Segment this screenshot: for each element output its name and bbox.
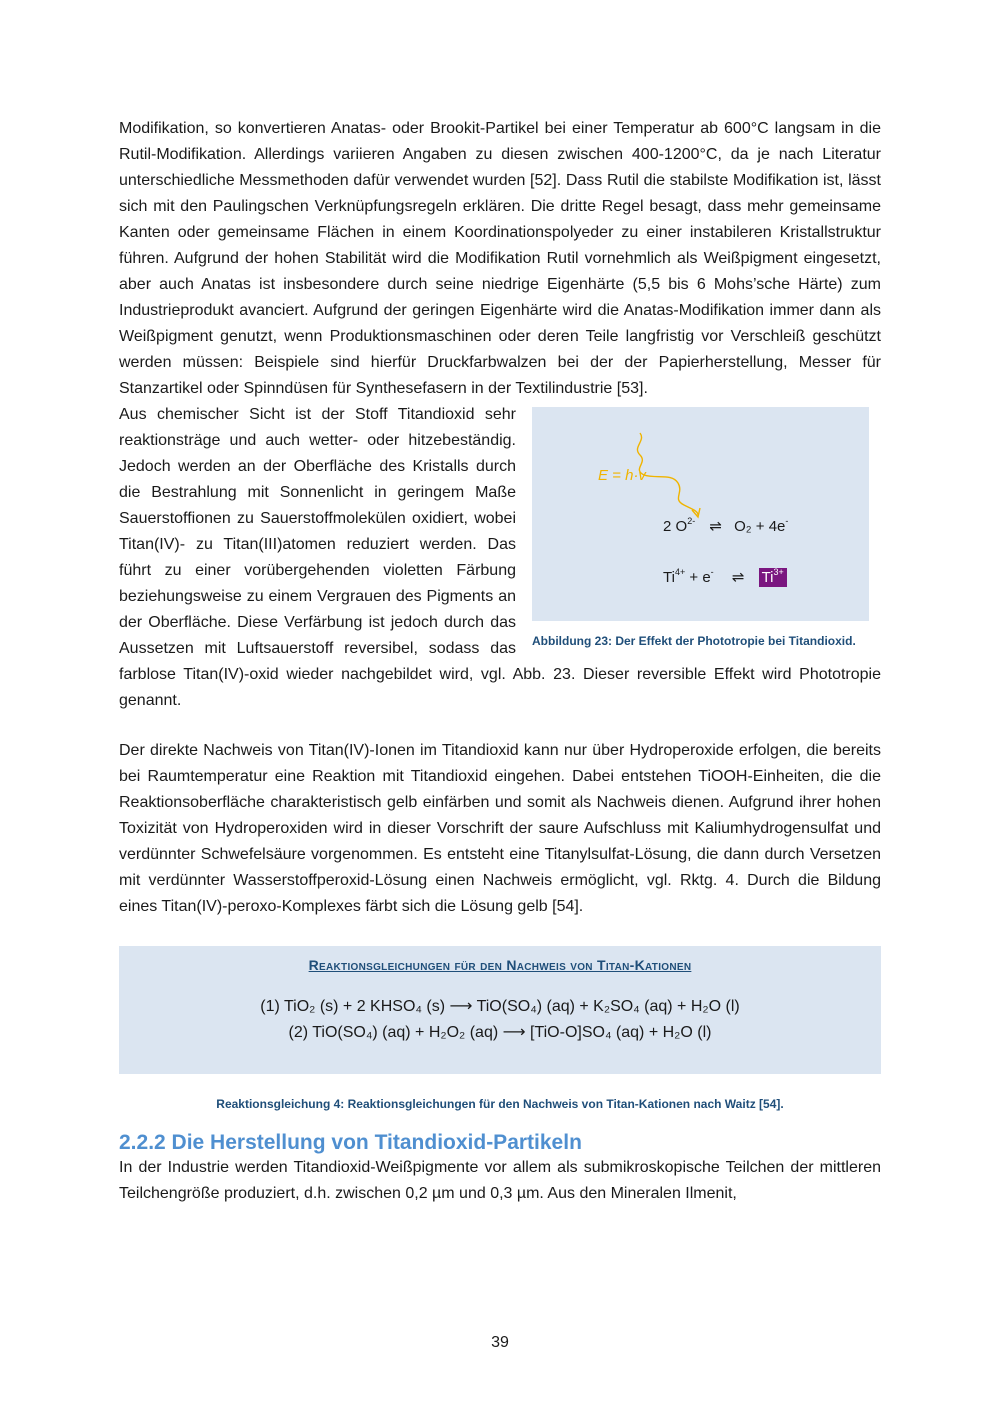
eq2-right: Ti xyxy=(761,569,774,586)
energy-label: E = h·v xyxy=(598,467,646,484)
eq1-left-charge: 2- xyxy=(687,516,696,526)
paragraph-industry: In der Industrie werden Titandioxid-Weißpigmente vor allem als submikroskopische Teilchen der mittleren Teilchengröße produziert, d.h. zwischen 0,2 µm und 0,3 µm. Aus den Mineralen Ilmenit, xyxy=(119,1159,881,1202)
page-number: 39 xyxy=(491,1334,509,1351)
spacer xyxy=(119,920,881,946)
equation-titanium xyxy=(663,568,787,586)
section-heading: 2.2.2 Die Herstellung von Titandioxid-Partikeln xyxy=(119,1131,582,1154)
eq1-equilibrium-arrow: ⇌ xyxy=(709,518,722,535)
reaction-caption: Reaktionsgleichung 4: Reaktionsgleichungen für den Nachweis von Titan-Kationen nach Waitz [54]. xyxy=(216,1097,784,1111)
paragraph-rutil-modification: Modifikation, so konvertieren Anatas- oder Brookit-Partikel bei einer Temperatur ab 600°C langsam in die Rutil-Modifikation. Allerdings variieren Angaben zu diesen zwischen 400-1200°C, da je nach Literatur unterschiedliche Messmethoden dafür verwendet wurden [52]. Dass Rutil die stabilste Modifikation ist, lässt sich mit den Paulingschen Verknüpfungsregeln erklären. Die dritte Regel besagt, dass mehr gemeinsame Kanten oder gemeinsame Flächen in einem Koordinationspolyeder zu einer instabileren Kristallstruktur führen. Aufgrund der hohen Stabilität wird die Modifikation Rutil vornehmlich als Weißpigment eingesetzt, aber auch Anatas ist insbesondere durch seine niedrige Eigenhärte (5,5 bis 6 Mohs’sche Härte) zum Industrieprodukt avanciert. Aufgrund der geringen Eigenhärte wird die Anatas-Modifikation immer dann als Weißpigment genutzt, wenn Produktionsmaschinen oder deren Teile langfristig vor Verschleiß geschützt werden müssen: Beispiele sind hierfür Druckfarbwalzen bei der der Papierherstellung, Messer für Stanzartikel oder Spinndüsen für Synthesefasern in der Textilindustrie [53]. xyxy=(119,120,881,397)
figure-23 xyxy=(532,407,881,650)
eq2-right-charge: 3+ xyxy=(773,567,784,577)
paragraph-titanium-detection: Der direkte Nachweis von Titan(IV)-Ionen im Titandioxid kann nur über Hydroperoxide erfolgen, die bereits bei Raumtemperatur eine Reaktion mit Titandioxid eingehen. Dabei entstehen TiOOH-Einheiten, die die Reaktionsoberfläche charakteristisch gelb einfärben und somit als Nachweis dienen. Aufgrund ihrer hohen Toxizität von Hydroperoxiden wird in dieser Vorschrift der saure Aufschluss mit Kaliumhydrogensulfat und verdünnter Schwefelsäure vorgenommen. Es entsteht eine Titanylsulfat-Lösung, die dann durch Versetzen mit verdünnter Wasserstoffperoxid-Lösung einen Nachweis ermöglicht, vgl. Rktg. 4. Durch die Bildung eines Titan(IV)-peroxo-Komplexes färbt sich die Lösung gelb [54]. xyxy=(119,742,881,915)
figure-caption: Abbildung 23: Der Effekt der Phototropie bei Titandioxid. xyxy=(532,634,856,648)
reaction-equation-2: (2) TiO(SO₄) (aq) + H₂O₂ (aq) ⟶ [TiO-O]SO₄ (aq) + H₂O (l) xyxy=(288,1024,712,1041)
light-wave-arrow-icon xyxy=(532,407,869,621)
spacer xyxy=(119,714,881,738)
eq1-right-charge: - xyxy=(785,516,789,526)
eq2-mid: + e xyxy=(685,569,711,586)
eq2-left: Ti xyxy=(663,569,675,586)
phototropy-diagram xyxy=(532,407,869,621)
reaction-equations-box xyxy=(119,946,881,1074)
paragraph-phototropy: Aus chemischer Sicht ist der Stoff Titandioxid sehr reaktionsträge und auch wetter- oder hitzebeständig. Jedoch werden an der Oberfläche des Kristalls durch die Bestrahlung mit Sonnenlicht in geringem Maße Sauerstoffionen zu Sauerstoffmolekülen oxidiert, wobei Titan(IV)- zu Titan(III)atomen reduziert werden. Das führt zu einer vorübergehenden violetten Färbung beziehungsweise zu einem Vergrauen des Pigments an der Oberfläche. Diese Verfärbung ist jedoch durch das Aussetzen mit Luftsauerstoff reversibel, sodass das farblose Titan(IV)-oxid wieder nachgebildet wird, vgl. Abb. 23. Dieser reversible Effekt wird Phototropie genannt. xyxy=(119,406,881,709)
equation-oxygen xyxy=(663,517,788,535)
phototropy-section xyxy=(119,402,881,714)
reaction-box-title: Reaktionsgleichungen für den Nachweis von Titan-Kationen xyxy=(308,957,692,973)
eq2-mid-charge: - xyxy=(710,567,714,577)
page-content xyxy=(119,116,881,1207)
eq1-left: 2 O xyxy=(663,518,688,535)
eq1-right: O₂ + 4e xyxy=(734,518,786,535)
eq2-equilibrium-arrow: ⇌ xyxy=(731,569,745,586)
ti3-highlight xyxy=(759,568,787,587)
eq2-left-charge: 4+ xyxy=(674,567,686,577)
reaction-equation-1: (1) TiO₂ (s) + 2 KHSO₄ (s) ⟶ TiO(SO₄) (aq) + K₂SO₄ (aq) + H₂O (l) xyxy=(260,998,740,1015)
